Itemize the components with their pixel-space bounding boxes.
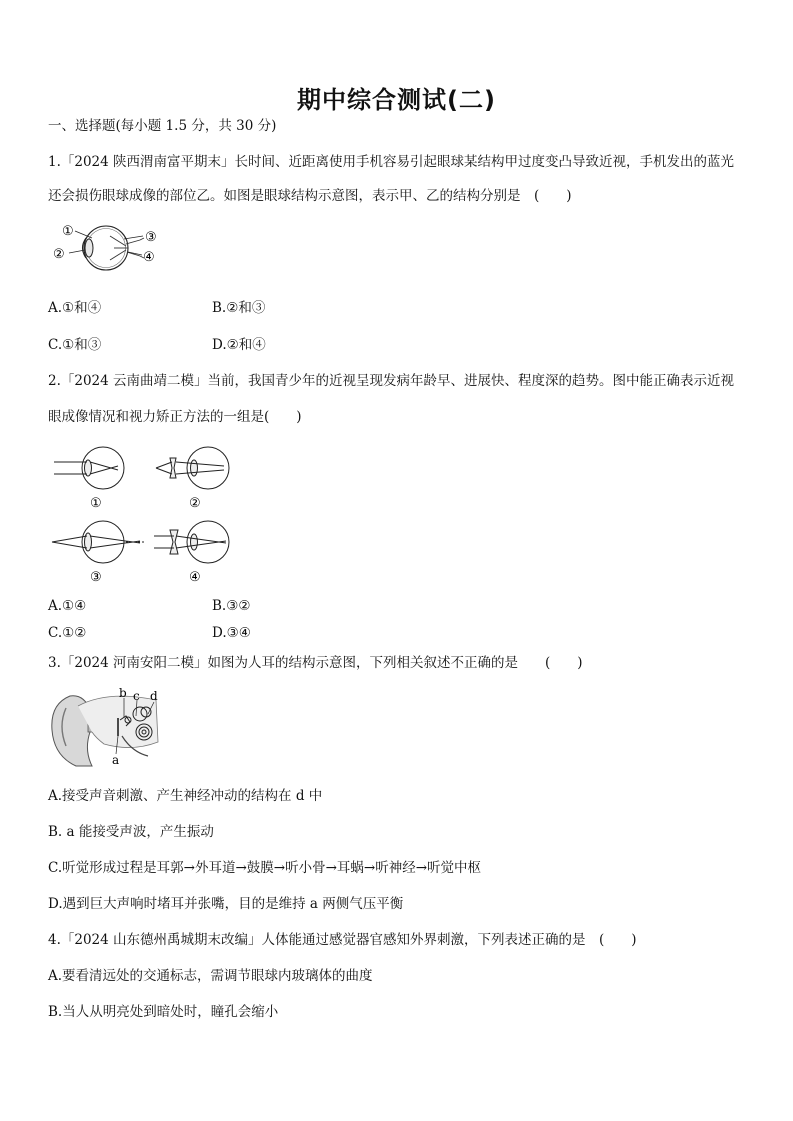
q1-figure-label: ④ bbox=[143, 250, 155, 265]
q1-figure-label: ① bbox=[62, 224, 74, 239]
q4-stem: 4.「2024 山东德州禹城期末改编」人体能通过感觉器官感知外界刺激，下列表述正确的是 ( ) bbox=[48, 932, 637, 948]
q1-option-a[interactable]: A.①和④ bbox=[48, 300, 102, 316]
q2-figure-label: ③ bbox=[90, 570, 102, 585]
q1-option-b[interactable]: B.②和③ bbox=[212, 300, 266, 316]
q3-figure-label: d bbox=[150, 689, 158, 703]
q2-stem-line2: 眼成像情况和视力矫正方法的一组是( ) bbox=[48, 409, 302, 425]
diagram-eye-4 bbox=[154, 521, 229, 563]
q2-option-c[interactable]: C.①② bbox=[48, 625, 87, 641]
q4-option-a[interactable]: A.要看清远处的交通标志，需调节眼球内玻璃体的曲度 bbox=[48, 968, 373, 984]
q3-figure-label: c bbox=[133, 689, 140, 703]
q2-option-d[interactable]: D.③④ bbox=[212, 625, 251, 641]
q3-option-b[interactable]: B. a 能接受声波，产生振动 bbox=[48, 824, 214, 840]
q3-stem: 3.「2024 河南安阳二模」如图为人耳的结构示意图，下列相关叙述不正确的是 ( ) bbox=[48, 655, 583, 671]
q3-option-c[interactable]: C.听觉形成过程是耳郭→外耳道→鼓膜→听小骨→耳蜗→听神经→听觉中枢 bbox=[48, 860, 482, 876]
q3-option-d[interactable]: D.遇到巨大声响时堵耳并张嘴，目的是维持 a 两侧气压平衡 bbox=[48, 896, 404, 912]
q2-figure-label: ④ bbox=[189, 570, 201, 585]
q2-figure-label: ① bbox=[90, 496, 102, 511]
q1-option-d[interactable]: D.②和④ bbox=[212, 337, 266, 353]
q2-stem-line1: 2.「2024 云南曲靖二模」当前，我国青少年的近视呈现发病年龄早、进展快、程度深的趋势。图中能正确表示近视 bbox=[48, 373, 735, 389]
q1-option-c[interactable]: C.①和③ bbox=[48, 337, 102, 353]
q3-ear-structure-figure bbox=[48, 686, 163, 770]
q3-figure-label: a bbox=[112, 753, 120, 767]
q1-eye-structure-figure bbox=[48, 222, 173, 274]
q2-vision-correction-figure bbox=[48, 444, 248, 586]
diagram-eye-2 bbox=[156, 447, 229, 489]
q4-option-b[interactable]: B.当人从明亮处到暗处时，瞳孔会缩小 bbox=[48, 1004, 279, 1020]
q3-option-a[interactable]: A.接受声音刺激、产生神经冲动的结构在 d 中 bbox=[48, 788, 323, 804]
q2-figure-label: ② bbox=[189, 496, 201, 511]
q3-figure-label: b bbox=[119, 686, 127, 700]
section-heading: 一、选择题(每小题 1.5 分，共 30 分) bbox=[48, 118, 277, 134]
diagram-eye-3 bbox=[52, 521, 146, 563]
lens-shape bbox=[85, 239, 93, 257]
diagram-eye-1 bbox=[54, 447, 124, 489]
q1-stem-line2: 还会损伤眼球成像的部位乙。如图是眼球结构示意图，表示甲、乙的结构分别是 ( ) bbox=[48, 188, 572, 204]
q2-option-a[interactable]: A.①④ bbox=[48, 598, 87, 614]
q2-option-b[interactable]: B.③② bbox=[212, 598, 251, 614]
optic-nerve bbox=[110, 236, 144, 260]
page-title: 期中综合测试(二) bbox=[297, 86, 496, 114]
q1-figure-label: ③ bbox=[145, 230, 157, 245]
q1-stem-line1: 1.「2024 陕西渭南富平期末」长时间、近距离使用手机容易引起眼球某结构甲过度变凸导致近视，手机发出的蓝光 bbox=[48, 154, 735, 170]
q1-figure-label: ② bbox=[53, 247, 65, 262]
